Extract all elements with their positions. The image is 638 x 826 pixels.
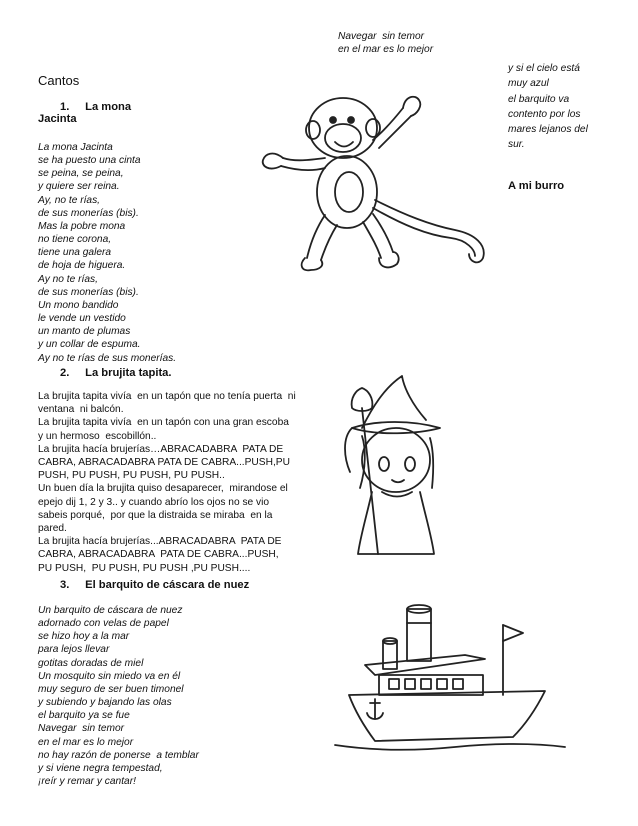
text-line: para lejos llevar xyxy=(38,644,110,656)
text-line: y si viene negra tempestad, xyxy=(38,762,163,774)
continuation-right xyxy=(508,61,588,153)
text-line: La brujita tapita vivía en un tapón con una gran escoba xyxy=(38,417,289,429)
song-2-heading xyxy=(60,367,172,379)
page-title: Cantos xyxy=(38,73,80,88)
song-number: 3. xyxy=(60,579,70,591)
text-line: y un hermoso escobillón.. xyxy=(38,430,157,442)
text-line: el barquito ya se fue xyxy=(38,710,130,722)
text-line: en el mar es lo mejor xyxy=(38,736,134,748)
text-line: Un mono bandido xyxy=(38,299,119,311)
song-3-heading xyxy=(60,579,249,591)
right-heading: A mi burro xyxy=(508,180,565,192)
text-line: Ay, no te rías, xyxy=(38,194,101,206)
song-1-heading xyxy=(38,101,131,125)
text-line: de sus monerías (bis). xyxy=(38,286,139,298)
text-line: se ha puesto una cinta xyxy=(38,155,141,167)
text-line: pared. xyxy=(38,523,67,535)
text-line: Navegar sin temor xyxy=(38,723,125,735)
text-line: y quiere ser reina. xyxy=(38,181,120,193)
text-line: Un mosquito sin miedo va en él xyxy=(38,670,181,682)
text-line: La brujita tapita vivía en un tapón que no tenía puerta ni xyxy=(38,391,296,402)
text-line: se hizo hoy a la mar xyxy=(38,631,130,643)
text-line: y subiendo y bajando las olas xyxy=(38,697,172,709)
text-line: no hay razón de ponerse a temblar xyxy=(38,749,199,761)
text-line: Un buen día la brujita quiso desaparecer, mirandose el xyxy=(38,483,288,495)
song-title: El barquito de cáscara de nuez xyxy=(85,579,250,591)
boat-illustration xyxy=(335,595,565,755)
text-line: muy seguro de ser buen timonel xyxy=(38,683,184,695)
song-1-lyrics xyxy=(38,141,176,365)
text-line: de sus monerías (bis). xyxy=(38,207,139,219)
monkey-illustration xyxy=(255,80,505,280)
song-number: 2. xyxy=(60,367,70,379)
text-line: ¡reír y remar y cantar! xyxy=(38,776,136,788)
text-line: le vende un vestido xyxy=(38,313,126,325)
text-line: PU PUSH, PU PUSH, PU PUSH ,PU PUSH.... xyxy=(38,562,251,574)
text-line: Un barquito de cáscara de nuez xyxy=(38,605,183,616)
text-line: La brujita hacía brujerías…ABRACADABRA PATA DE xyxy=(38,443,284,455)
text-line: el barquito va xyxy=(508,93,570,105)
text-line: y si el cielo está xyxy=(508,63,580,74)
text-line: Ay no te rías, xyxy=(38,273,98,285)
text-line: un manto de plumas xyxy=(38,326,131,338)
text-line: contento por los xyxy=(508,108,581,120)
witch-illustration xyxy=(322,368,472,558)
song-2-lyrics xyxy=(38,390,296,575)
text-line: PUSH, PU PUSH, PU PUSH, PU PUSH.. xyxy=(38,470,225,482)
text-line: y un collar de espuma. xyxy=(38,339,141,351)
text-line: epejo dij 1, 2 y 3.. y cuando abrío los ojos no se vio xyxy=(38,496,270,508)
text-line: ventana ni balcón. xyxy=(38,404,124,416)
text-line: muy azul xyxy=(508,78,549,90)
text-line: Ay no te rías de sus monerías. xyxy=(38,352,177,364)
song-title: La mona xyxy=(85,101,132,113)
text-line: sur. xyxy=(508,139,525,151)
text-line: Navegar sin temor xyxy=(338,31,425,42)
text-line: de hoja de higuera. xyxy=(38,260,126,272)
text-line: La mona Jacinta xyxy=(38,142,113,153)
text-line: mares lejanos del xyxy=(508,124,588,136)
song-number: 1. xyxy=(60,101,70,113)
text-line: adornado con velas de papel xyxy=(38,618,169,630)
text-line: se peina, se peina, xyxy=(38,168,124,180)
song-title: Jacinta xyxy=(38,113,77,125)
text-line: gotitas doradas de miel xyxy=(38,657,144,669)
text-line: en el mar es lo mejor xyxy=(338,44,434,56)
text-line: sabeis porqué, por que la distraida se miraba en la xyxy=(38,509,273,521)
text-line: CABRA, ABRACADABRA PATA DE CABRA...PUSH,PU xyxy=(38,457,290,469)
text-line: no tiene corona, xyxy=(38,234,112,246)
continuation-top xyxy=(338,30,433,56)
text-line: La brujita hacía brujerías...ABRACADABRA PATA DE xyxy=(38,536,282,548)
text-line: tiene una galera xyxy=(38,247,112,259)
song-title: La brujita tapita. xyxy=(85,367,172,379)
text-line: Mas la pobre mona xyxy=(38,220,126,232)
song-3-lyrics xyxy=(38,604,199,788)
text-line: CABRA, ABRACADABRA PATA DE CABRA...PUSH, xyxy=(38,549,279,561)
